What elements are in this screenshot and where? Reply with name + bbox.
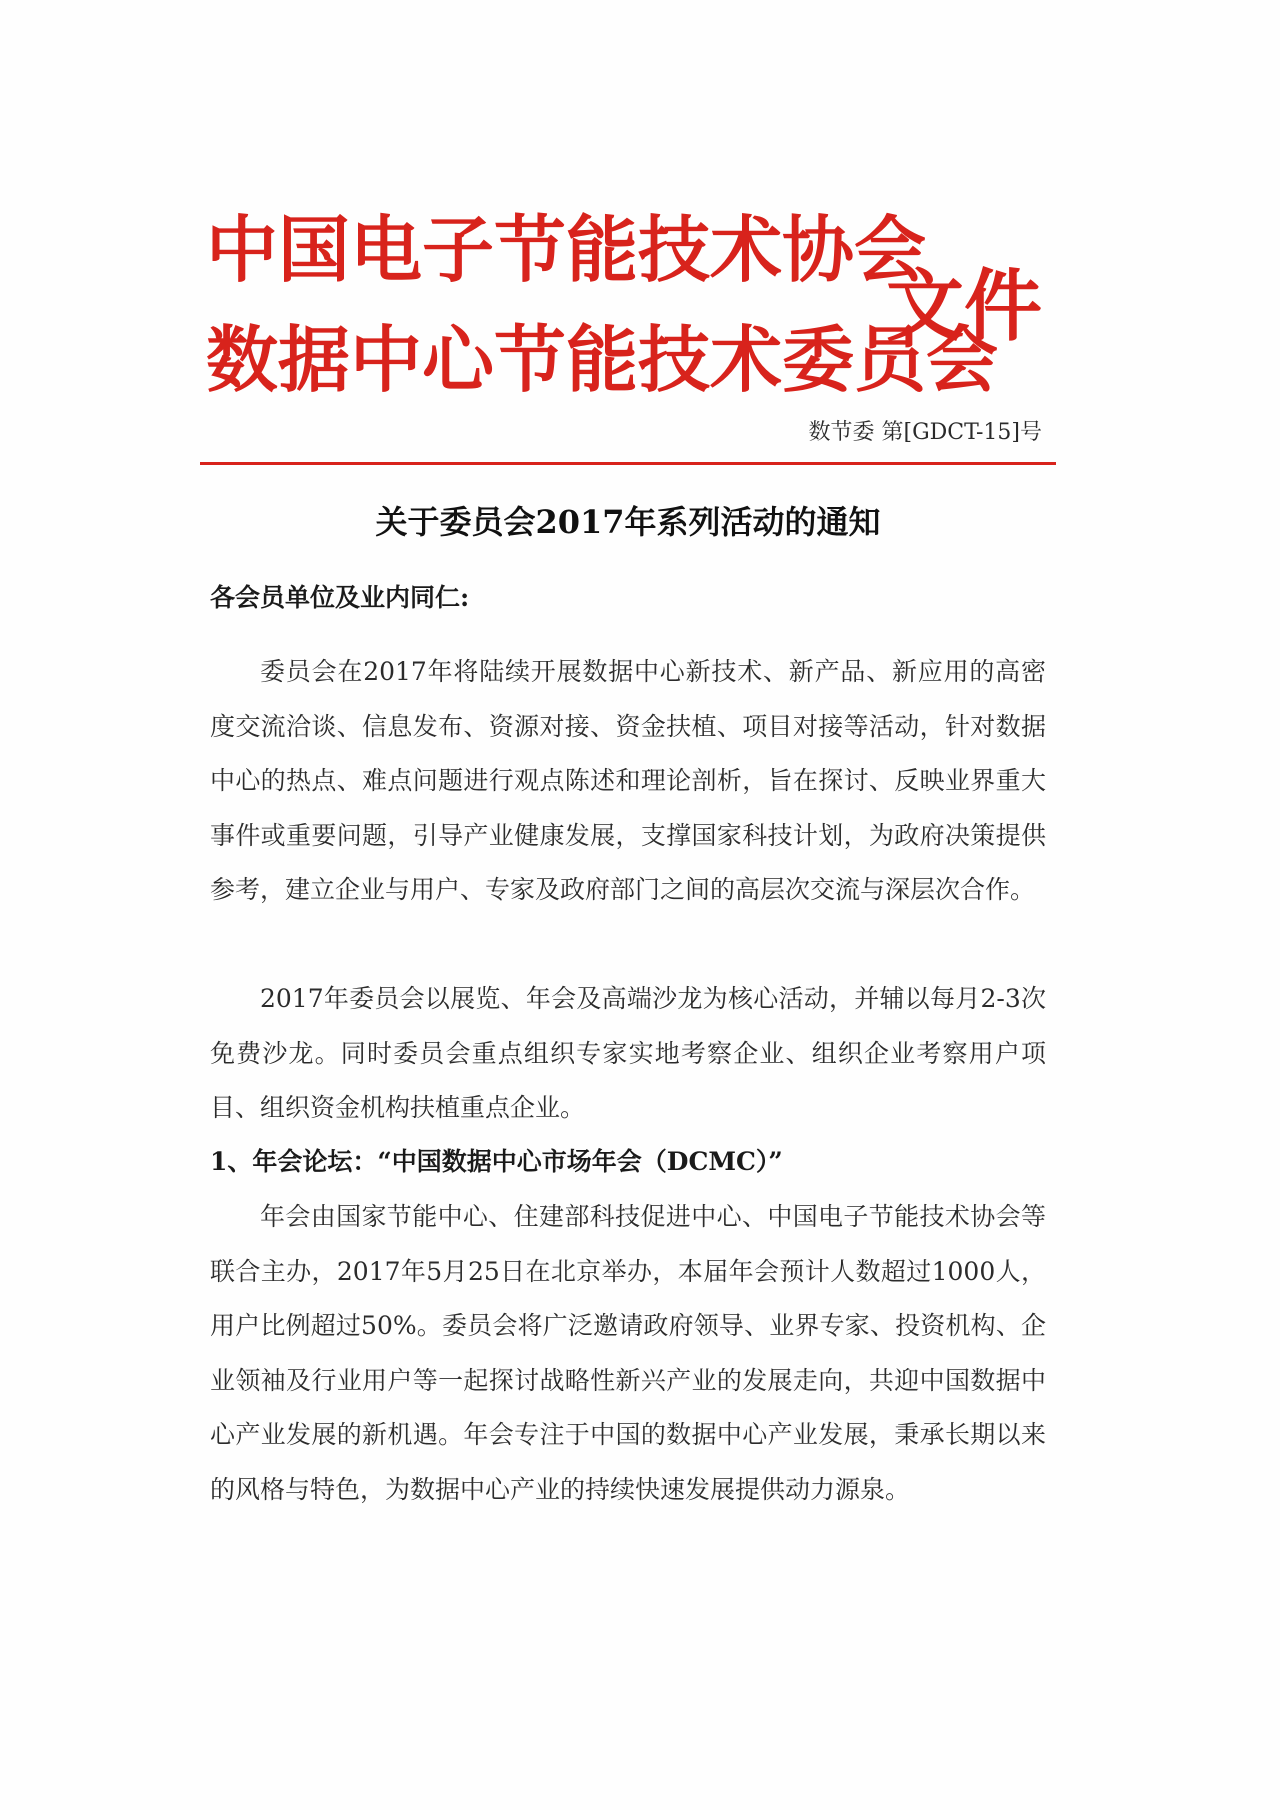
document-number: 数节委 第[GDCT-15]号	[808, 420, 1042, 445]
section-1-heading: 1、年会论坛：“中国数据中心市场年会（DCMC）”	[210, 1147, 783, 1176]
section-1-paragraph: 年会由国家节能中心、住建部科技促进中心、中国电子节能技术协会等联合主办，2017年5月25日在北京举办，本届年会预计人数超过1000人，用户比例超过50%。委员会将广泛邀请政府领导、业界专家、投资机构、企业领袖及行业用户等一起探讨战略性新兴产业的发展走向，共迎中国数据中心产业发展的新机遇。年会专注于中国的数据中心产业发展，秉承长期以来的风格与特色，为数据中心产业的持续快速发展提供动力源泉。	[210, 1202, 1046, 1504]
body-paragraph-1: 委员会在2017年将陆续开展数据中心新技术、新产品、新应用的高密度交流洽谈、信息发布、资源对接、资金扶植、项目对接等活动，针对数据中心的热点、难点问题进行观点陈述和理论剖析，旨在探讨、反映业界重大事件或重要问题，引导产业健康发展，支撑国家科技计划，为政府决策提供参考，建立企业与用户、专家及政府部门之间的高层次交流与深层次合作。	[210, 657, 1046, 905]
issuing-org-line-2: 数据中心节能技术委员会	[206, 317, 999, 402]
issuing-org-line-1: 中国电子节能技术协会	[206, 207, 927, 292]
salutation: 各会员单位及业内同仁:	[210, 583, 470, 612]
notice-title: 关于委员会2017年系列活动的通知	[375, 503, 881, 541]
header-divider	[200, 462, 1056, 465]
document-label: 文件	[886, 261, 1043, 352]
body-paragraph-2: 2017年委员会以展览、年会及高端沙龙为核心活动，并辅以每月2-3次免费沙龙。同时委员会重点组织专家实地考察企业、组织企业考察用户项目、组织资金机构扶植重点企业。	[210, 984, 1046, 1123]
